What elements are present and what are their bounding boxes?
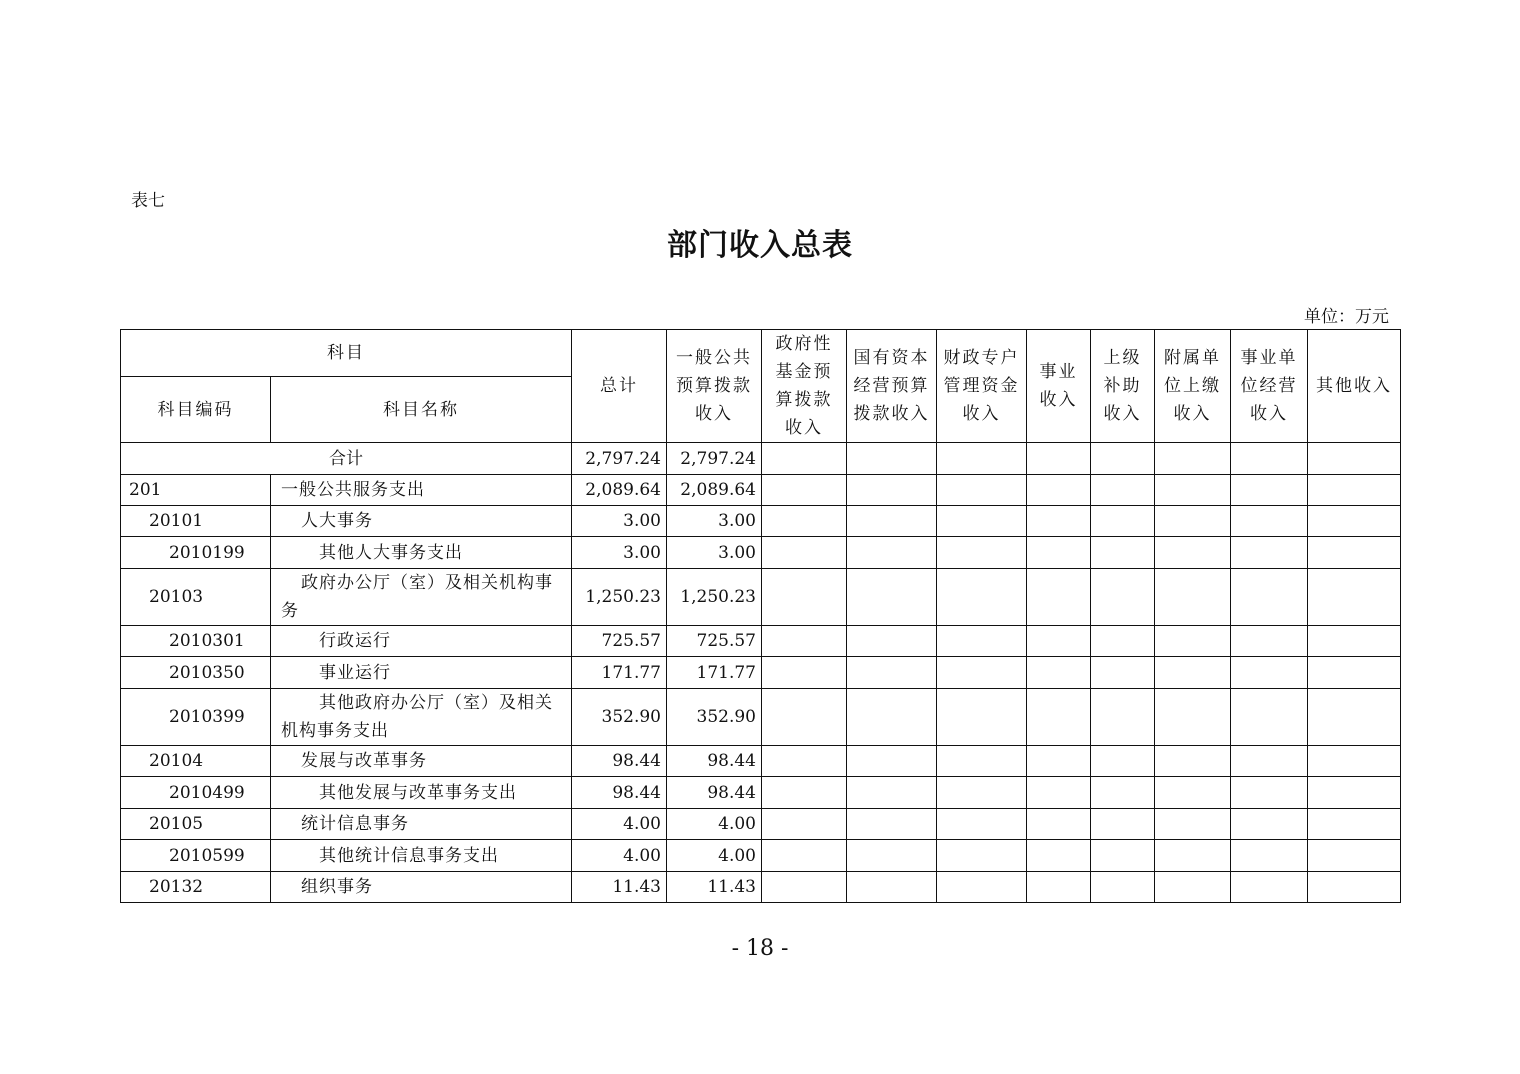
table-row — [121, 506, 1401, 537]
income-summary-table — [120, 329, 1401, 903]
row-code: 2010599 — [121, 840, 271, 872]
row-general-budget: 4.00 — [667, 840, 762, 872]
unit-note: 单位：万元 — [1304, 307, 1389, 327]
row-name: 行政运行 — [271, 626, 572, 657]
row-code: 2010499 — [121, 777, 271, 809]
row-total: 3.00 — [572, 506, 667, 537]
row-name: 其他政府办公厅（室）及相关机构事务支出 — [271, 689, 572, 746]
row-code: 201 — [121, 475, 271, 506]
row-total: 98.44 — [572, 777, 667, 809]
header-subject-name: 科目名称 — [271, 377, 572, 443]
header-fiscal-special: 财政专户管理资金收入 — [937, 330, 1027, 443]
table-row — [121, 840, 1401, 872]
row-name: 人大事务 — [271, 506, 572, 537]
row-general-budget: 11.43 — [667, 872, 762, 903]
row-name: 组织事务 — [271, 872, 572, 903]
table-row — [121, 746, 1401, 777]
table-row — [121, 689, 1401, 746]
row-code: 2010350 — [121, 657, 271, 689]
row-total: 2,089.64 — [572, 475, 667, 506]
row-code: 20101 — [121, 506, 271, 537]
header-other-income: 其他收入 — [1308, 330, 1401, 443]
general-budget-value: 2,797.24 — [667, 443, 762, 475]
table-row — [121, 475, 1401, 506]
row-general-budget: 171.77 — [667, 657, 762, 689]
row-code: 2010399 — [121, 689, 271, 746]
header-total: 总计 — [572, 330, 667, 443]
row-name: 其他统计信息事务支出 — [271, 840, 572, 872]
row-general-budget: 98.44 — [667, 746, 762, 777]
row-name: 政府办公厅（室）及相关机构事务 — [271, 569, 572, 626]
row-code: 20104 — [121, 746, 271, 777]
table-row — [121, 872, 1401, 903]
row-general-budget: 4.00 — [667, 809, 762, 840]
header-gov-fund: 政府性基金预算拨款收入 — [762, 330, 847, 443]
row-general-budget: 3.00 — [667, 506, 762, 537]
row-name: 发展与改革事务 — [271, 746, 572, 777]
header-state-capital: 国有资本经营预算拨款收入 — [847, 330, 937, 443]
row-general-budget: 98.44 — [667, 777, 762, 809]
row-total: 3.00 — [572, 537, 667, 569]
row-general-budget: 725.57 — [667, 626, 762, 657]
page-number: - 18 - — [731, 936, 789, 961]
row-total: 11.43 — [572, 872, 667, 903]
row-name: 统计信息事务 — [271, 809, 572, 840]
row-total: 171.77 — [572, 657, 667, 689]
row-code: 2010301 — [121, 626, 271, 657]
row-name: 其他人大事务支出 — [271, 537, 572, 569]
table-row — [121, 809, 1401, 840]
header-general-budget: 一般公共预算拨款收入 — [667, 330, 762, 443]
total-value: 2,797.24 — [572, 443, 667, 475]
row-total: 1,250.23 — [572, 569, 667, 626]
row-name: 一般公共服务支出 — [271, 475, 572, 506]
total-label: 合计 — [121, 443, 572, 475]
header-subject: 科目 — [121, 330, 572, 377]
row-code: 20132 — [121, 872, 271, 903]
row-code: 20105 — [121, 809, 271, 840]
header-business-income: 事业收入 — [1027, 330, 1091, 443]
row-general-budget: 2,089.64 — [667, 475, 762, 506]
row-name: 其他发展与改革事务支出 — [271, 777, 572, 809]
table-label: 表七 — [131, 191, 165, 211]
row-total: 4.00 — [572, 809, 667, 840]
table-row — [121, 626, 1401, 657]
row-total: 4.00 — [572, 840, 667, 872]
row-code: 20103 — [121, 569, 271, 626]
header-affiliated-unit: 附属单位上缴收入 — [1155, 330, 1231, 443]
table-row — [121, 537, 1401, 569]
row-general-budget: 1,250.23 — [667, 569, 762, 626]
document-title: 部门收入总表 — [667, 228, 853, 263]
header-subject-code: 科目编码 — [121, 377, 271, 443]
table-row — [121, 569, 1401, 626]
row-total: 98.44 — [572, 746, 667, 777]
row-code: 2010199 — [121, 537, 271, 569]
table-row — [121, 777, 1401, 809]
header-business-operation: 事业单位经营收入 — [1231, 330, 1308, 443]
row-name: 事业运行 — [271, 657, 572, 689]
row-total: 352.90 — [572, 689, 667, 746]
row-general-budget: 3.00 — [667, 537, 762, 569]
row-total: 725.57 — [572, 626, 667, 657]
row-general-budget: 352.90 — [667, 689, 762, 746]
total-row — [121, 443, 1401, 475]
header-superior-subsidy: 上级补助收入 — [1091, 330, 1155, 443]
table-row — [121, 657, 1401, 689]
